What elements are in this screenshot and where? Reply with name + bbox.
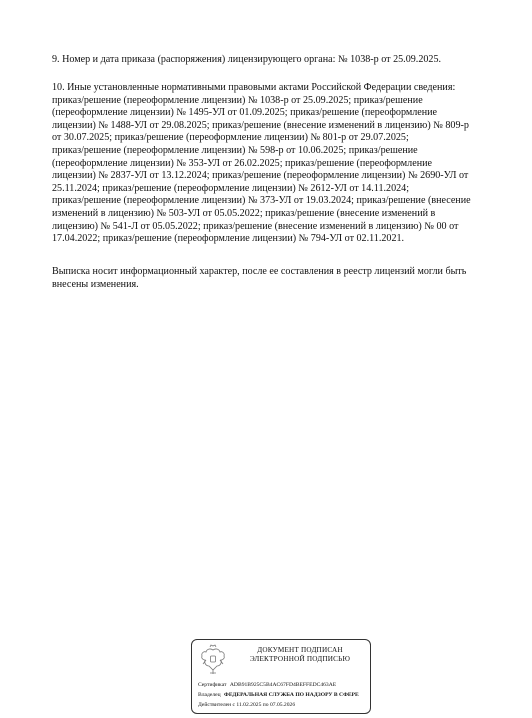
- item-9-text: 9. Номер и дата приказа (распоряжения) лицензирующего органа: № 1038-р от 25.09.2025.: [52, 54, 442, 65]
- owner-line: [198, 692, 359, 699]
- stamp-heading: [232, 646, 368, 664]
- item-10-line: 17.04.2022; приказ/решение (переоформление лицензии) № 794-УЛ от 02.11.2021.: [52, 233, 405, 245]
- item-10-line: лицензию) № 541-Л от 05.05.2022; приказ/решение (внесение изменений в лицензию) № 00 от: [52, 220, 459, 232]
- owner-label: Владелец: [198, 692, 221, 698]
- item-10-other-info: [52, 82, 488, 246]
- note-line: Выписка носит информационный характер, после ее составления в реестр лицензий могли быть: [52, 266, 467, 277]
- item-10-line: (переоформление лицензии) № 353-УЛ от 26.02.2025; приказ/решение (переоформление: [52, 157, 432, 169]
- certificate-value: ADB91B925C5B4AC67FD4BEFFEDC463AE: [229, 682, 337, 688]
- item-10-line: лицензии) № 1488-УЛ от 29.08.2025; приказ/решение (внесение изменений в лицензию) № 809-р: [52, 119, 469, 131]
- item-10-line: приказ/решение (переоформление лицензии) № 373-УЛ от 19.03.2024; приказ/решение (внесение: [52, 195, 471, 207]
- item-10-line: (переоформление лицензии) № 1495-УЛ от 01.09.2025; приказ/решение (переоформление: [52, 107, 438, 119]
- certificate-line: [198, 682, 336, 689]
- note-line: внесены изменения.: [52, 278, 139, 290]
- item-10-line: 25.11.2024; приказ/решение (переоформление лицензии) № 2612-УЛ от 14.11.2024;: [52, 182, 410, 194]
- item-10-line: изменений в лицензию) № 503-УЛ от 05.05.2022; приказ/решение (внесение изменений в: [52, 207, 436, 219]
- stamp-heading-line: ДОКУМЕНТ ПОДПИСАН: [257, 646, 343, 654]
- item-10-line: приказ/решение (переоформление лицензии) № 1038-р от 25.09.2025; приказ/решение: [52, 94, 423, 106]
- validity-value: Действителен с 11.02.2025 по 07.05.2026: [198, 702, 296, 708]
- item-10-line: от 30.07.2025; приказ/решение (переоформление лицензии) № 801-р от 29.07.2025;: [52, 132, 409, 144]
- informational-note: [52, 266, 488, 291]
- owner-value: ФЕДЕРАЛЬНАЯ СЛУЖБА ПО НАДЗОРУ В СФЕРЕ: [224, 692, 359, 698]
- item-10-line: лицензии) № 2837-УЛ от 13.12.2024; приказ/решение (переоформление лицензии) № 2690-УЛ от: [52, 170, 469, 182]
- coat-of-arms-icon: [198, 644, 228, 676]
- stamp-heading-line: ЭЛЕКТРОННОЙ ПОДПИСЬЮ: [249, 655, 351, 663]
- item-9-order-number: [52, 54, 488, 67]
- item-10-line: 10. Иные установленные нормативными правовыми актами Российской Федерации сведения:: [52, 82, 456, 93]
- item-10-line: приказ/решение (переоформление лицензии) № 598-р от 10.06.2025; приказ/решение: [52, 144, 418, 156]
- validity-line: [198, 702, 295, 709]
- certificate-label: Сертификат: [198, 682, 227, 688]
- electronic-signature-stamp: [191, 639, 371, 714]
